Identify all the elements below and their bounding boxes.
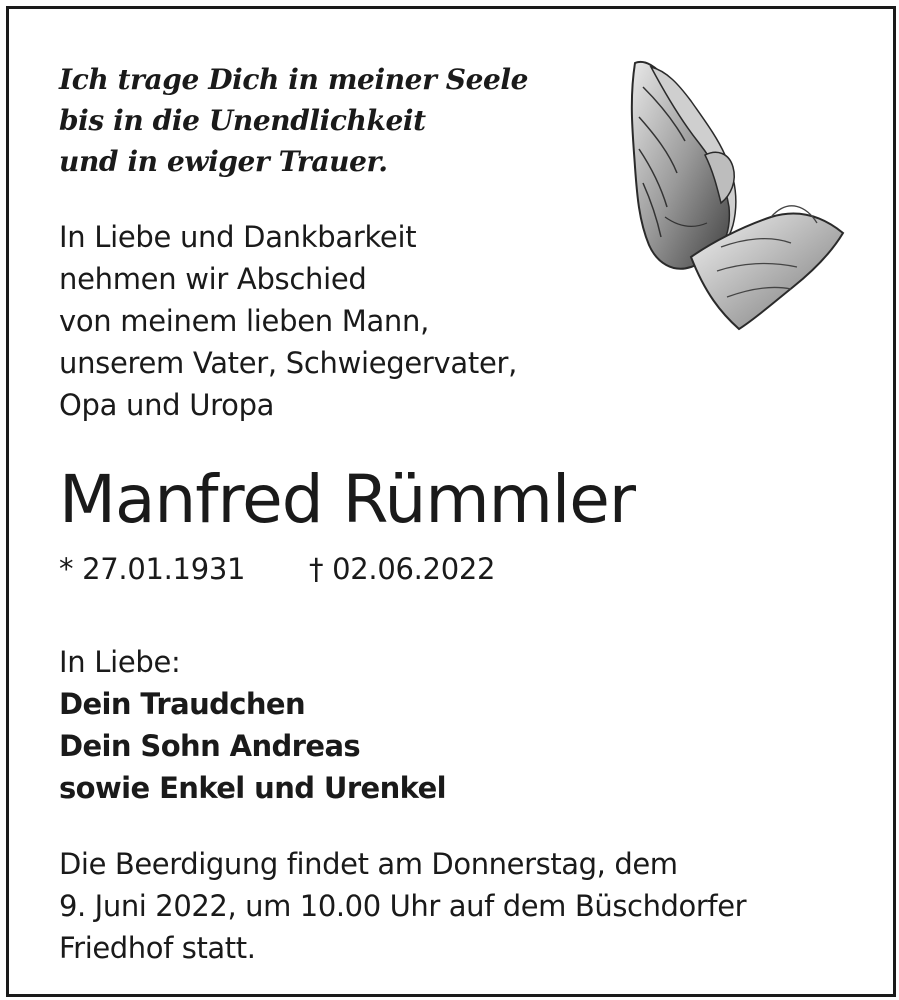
- praying-hands-icon: [621, 57, 861, 337]
- birth-date: * 27.01.1931: [59, 552, 246, 586]
- quote-line: und in ewiger Trauer.: [59, 145, 388, 178]
- funeral-line: 9. Juni 2022, um 10.00 Uhr auf dem Büschdorfer: [59, 889, 747, 923]
- intro-line: In Liebe und Dankbarkeit: [59, 220, 417, 254]
- family-member: Dein Traudchen: [59, 687, 306, 721]
- death-date: † 02.06.2022: [309, 552, 496, 586]
- obituary-frame: [6, 6, 896, 997]
- quote-line: bis in die Unendlichkeit: [59, 104, 426, 137]
- family-signature: [59, 641, 446, 809]
- intro-line: nehmen wir Abschied: [59, 262, 367, 296]
- deceased-name: Manfred Rümmler: [59, 461, 636, 538]
- farewell-intro: [59, 216, 517, 426]
- family-heading: In Liebe:: [59, 645, 181, 679]
- funeral-line: Friedhof statt.: [59, 931, 256, 965]
- memorial-quote: [59, 59, 619, 182]
- intro-line: unserem Vater, Schwiegervater,: [59, 346, 518, 380]
- intro-line: von meinem lieben Mann,: [59, 304, 430, 338]
- intro-line: Opa und Uropa: [59, 388, 275, 422]
- funeral-line: Die Beerdigung findet am Donnerstag, dem: [59, 847, 678, 881]
- quote-line: Ich trage Dich in meiner Seele: [59, 63, 529, 96]
- funeral-notice: [59, 843, 746, 969]
- family-member: sowie Enkel und Urenkel: [59, 771, 446, 805]
- family-member: Dein Sohn Andreas: [59, 729, 361, 763]
